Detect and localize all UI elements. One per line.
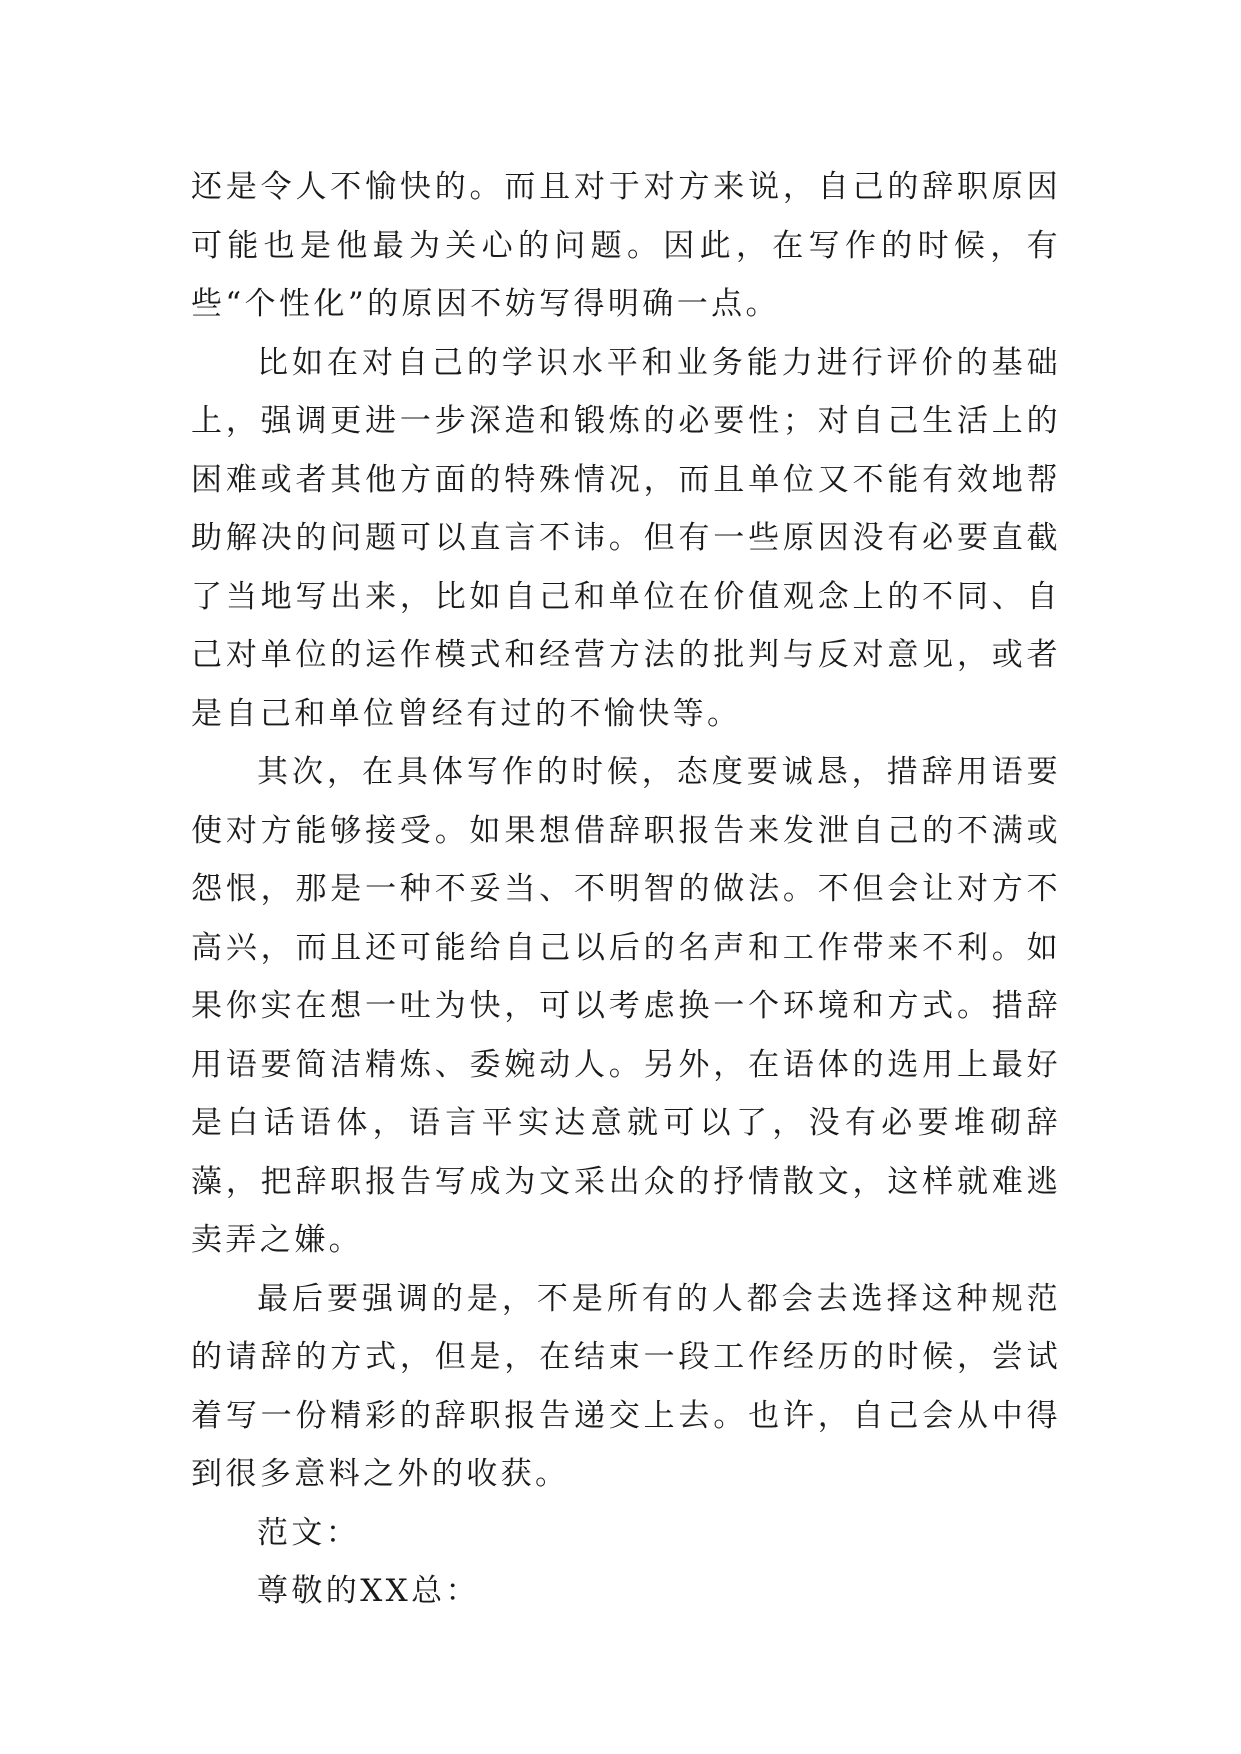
sample-heading: 范文： [257,1514,361,1551]
document-body [191,158,1061,1621]
paragraph-attitude: 其次，在具体写作的时候，态度要诚恳，措辞用语要使对方能够接受。如果想借辞职报告来发泄自己的不满或怨恨，那是一种不妥当、不明智的做法。不但会让对方不高兴，而且还可能给自己以后的名声和工作带来不利。如果你实在想一吐为快，可以考虑换一个环境和方式。措辞用语要简洁精炼、委婉动人。另外，在语体的选用上最好是白话语体，语言平实达意就可以了，没有必要堆砌辞藻，把辞职报告写成为文采出众的抒情散文，这样就难逃卖弄之嫌。 [191,754,1061,1258]
salutation: 尊敬的XX总： [257,1573,480,1609]
paragraph-conclusion: 最后要强调的是，不是所有的人都会去选择这种规范的请辞的方式，但是，在结束一段工作经历的时候，尝试着写一份精彩的辞职报告递交上去。也许，自己会从中得到很多意料之外的收获。 [191,1280,1061,1492]
paragraph-continuation: 还是令人不愉快的。而且对于对方来说，自己的辞职原因可能也是他最为关心的问题。因此，在写作的时候，有些“个性化”的原因不妨写得明确一点。 [191,169,1061,322]
paragraph-reasons: 比如在对自己的学识水平和业务能力进行评价的基础上，强调更进一步深造和锻炼的必要性；对自己生活上的困难或者其他方面的特殊情况，而且单位又不能有效地帮助解决的问题可以直言不讳。但有一些原因没有必要直截了当地写出来，比如自己和单位在价值观念上的不同、自己对单位的运作模式和经营方法的批判与反对意见，或者是自己和单位曾经有过的不愉快等。 [191,344,1061,732]
